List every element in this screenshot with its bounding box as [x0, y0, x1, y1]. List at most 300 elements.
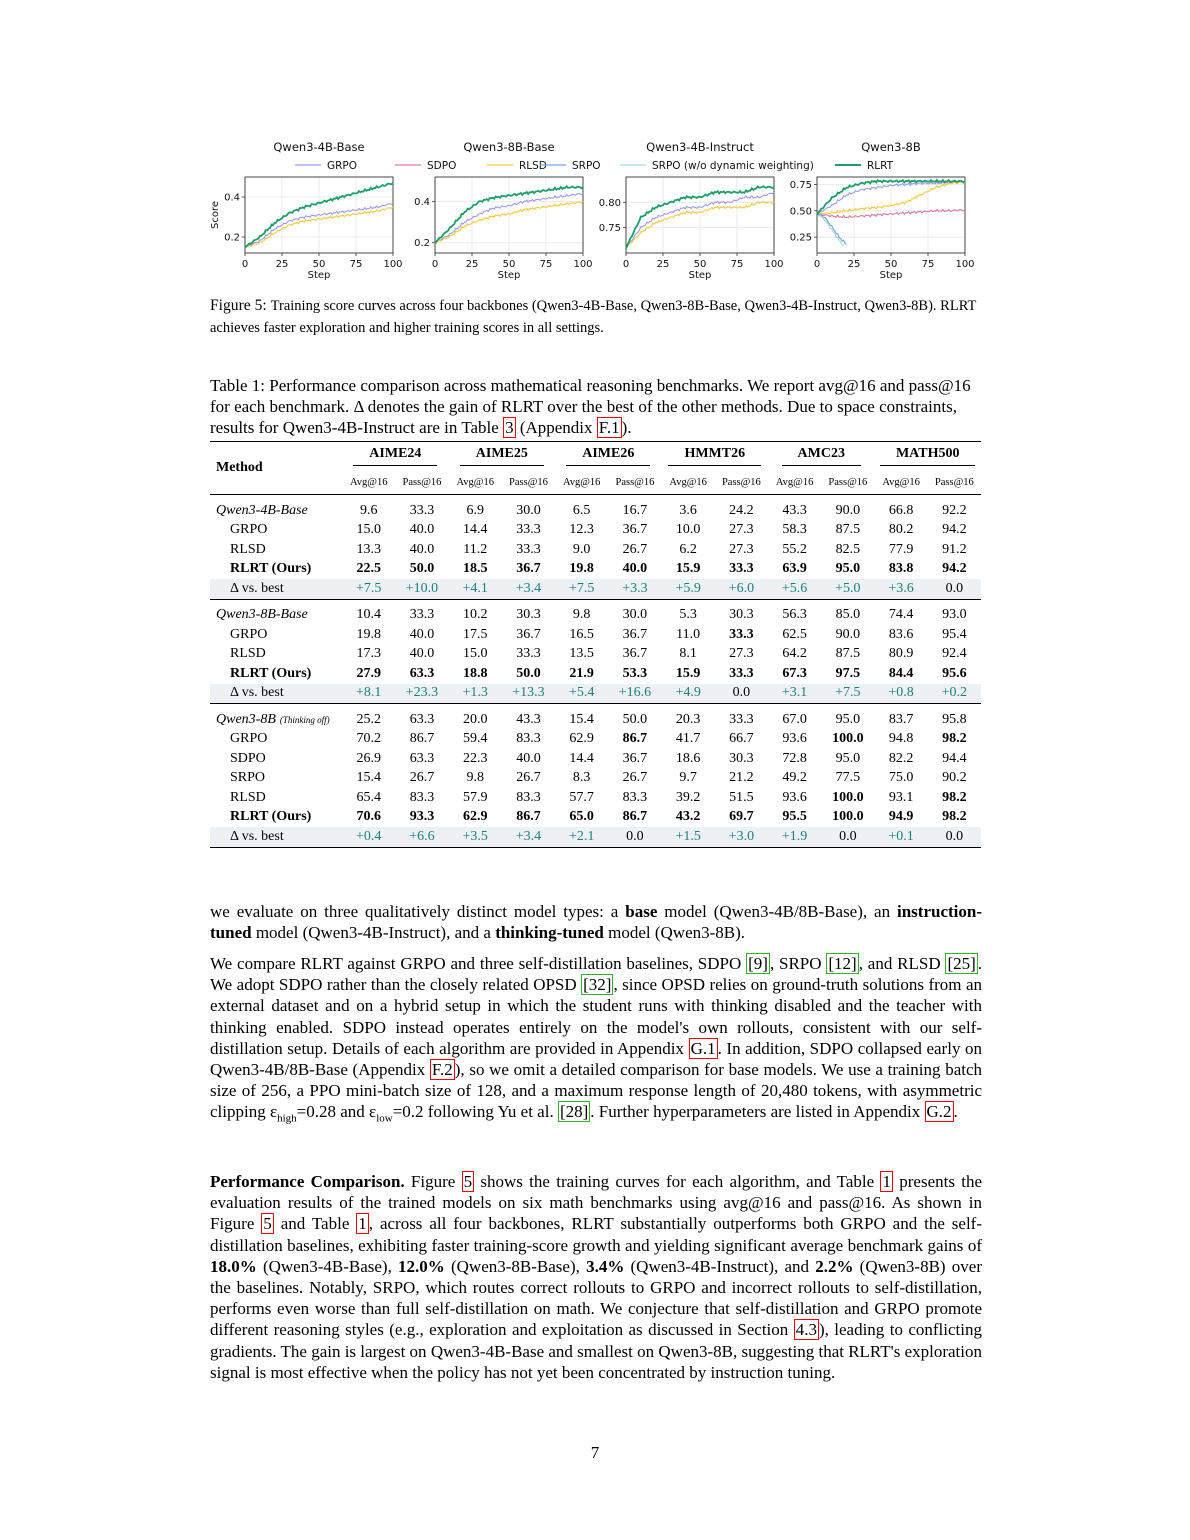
table-row — [210, 664, 981, 684]
value-cell: +4.9 — [662, 684, 715, 704]
value-cell: +16.6 — [608, 684, 661, 704]
x-tick-label: 75 — [349, 259, 363, 270]
value-cell: 87.5 — [835, 522, 861, 538]
y-tick-label: 0.80 — [598, 197, 621, 209]
avg-header: Avg@16 — [669, 476, 707, 488]
panel-title: Qwen3-4B-Instruct — [646, 140, 754, 154]
method-name: Qwen3-8B — [216, 711, 276, 727]
value-cell: +0.1 — [874, 827, 927, 847]
value-cell: 36.7 — [622, 646, 648, 662]
value-cell: +0.8 — [874, 684, 927, 704]
avg-header: Avg@16 — [775, 476, 814, 488]
value-cell: 36.7 — [622, 750, 648, 766]
citation-link[interactable]: [12] — [828, 954, 857, 973]
value-cell: +7.5 — [342, 579, 395, 599]
value-cell: 83.6 — [888, 626, 914, 642]
x-tick-label: 100 — [764, 259, 784, 270]
delta-row — [210, 579, 981, 599]
table-row — [210, 521, 981, 541]
value-cell: 0.0 — [608, 827, 661, 847]
appendix-ref-link[interactable]: G.1 — [690, 1038, 716, 1058]
x-tick-label: 75 — [730, 259, 744, 270]
pass-header: Pass@16 — [615, 476, 655, 488]
value-cell: 30.0 — [516, 502, 541, 518]
value-cell: 19.8 — [569, 561, 594, 577]
value-cell: 67.0 — [782, 711, 807, 727]
paragraph-heading: Performance Comparison. — [210, 1172, 405, 1191]
value-cell: 83.3 — [409, 789, 435, 805]
method-name: Qwen3-4B-Base — [216, 502, 308, 518]
table-row — [210, 749, 981, 769]
value-cell: 20.0 — [462, 711, 488, 727]
value-cell: 36.7 — [516, 626, 541, 642]
value-cell: +3.1 — [768, 684, 821, 704]
value-cell: +3.3 — [608, 579, 661, 599]
panel-title: Qwen3-8B-Base — [463, 140, 555, 154]
method-cell — [210, 540, 342, 560]
value-cell: 8.3 — [572, 770, 591, 786]
value-cell: 26.7 — [622, 541, 648, 557]
value-cell: 21.9 — [569, 665, 594, 681]
value-cell: +8.1 — [342, 684, 395, 704]
y-tick-label: 0.75 — [789, 179, 812, 191]
value-cell: 90.0 — [835, 626, 861, 642]
y-tick-label: 0.2 — [224, 232, 240, 244]
value-cell: 93.3 — [409, 809, 435, 825]
value-cell: 62.9 — [462, 809, 488, 825]
value-cell: +0.2 — [928, 684, 981, 704]
figure-ref-link[interactable]: 5 — [263, 1214, 272, 1234]
value-cell: 62.9 — [569, 731, 594, 747]
value-cell: 95.0 — [835, 561, 861, 577]
method-cell — [210, 749, 342, 769]
method-cell — [210, 684, 342, 704]
value-cell: 100.0 — [832, 809, 864, 825]
method-name: Δ vs. best — [230, 828, 284, 844]
value-cell: 93.0 — [942, 607, 967, 623]
section-ref-link[interactable]: 4.3 — [795, 1320, 817, 1340]
value-cell: +1.5 — [662, 827, 715, 847]
citation-link[interactable]: [25] — [947, 954, 976, 973]
text: we evaluate on three qualitatively distinct model types: a — [210, 902, 626, 921]
legend-label: SDPO — [427, 160, 457, 172]
value-cell: 33.3 — [409, 607, 435, 623]
value-cell: +5.9 — [662, 579, 715, 599]
value-cell: 9.8 — [572, 607, 591, 623]
text-bold: thinking-tuned — [495, 923, 604, 943]
value-cell: 27.9 — [356, 665, 381, 681]
x-tick-label: 0 — [622, 259, 630, 270]
value-cell: 10.4 — [356, 607, 381, 623]
body-paragraph-2 — [210, 953, 982, 1130]
text: ), leading to conflicting gradients. The gain is largest on Qwen3-4B-Base and smallest on Qwen3-8B, suggesting that RLRT's exploration signal is most effective when the policy has not yet been concentrated by instruction tuning. — [210, 1320, 982, 1382]
value-cell: 63.3 — [409, 750, 435, 766]
value-cell: 59.4 — [462, 731, 488, 747]
value-cell: 56.3 — [782, 607, 807, 623]
x-tick-label: 50 — [312, 259, 326, 270]
value-cell: +3.6 — [874, 579, 927, 599]
pass-header: Pass@16 — [934, 476, 974, 488]
method-cell — [210, 625, 342, 645]
value-cell: 3.6 — [679, 502, 697, 518]
delta-row — [210, 684, 981, 704]
benchmark-header: HMMT26 — [668, 446, 761, 466]
text: We compare RLRT against GRPO and three self-distillation baselines, SDPO — [210, 954, 747, 973]
value-cell: 11.2 — [463, 541, 488, 557]
text: (Qwen3-8B-Base), — [444, 1256, 587, 1276]
value-cell: 18.8 — [462, 665, 488, 681]
value-cell: 27.3 — [729, 646, 754, 662]
value-cell: 53.3 — [622, 665, 648, 681]
value-cell: 22.5 — [356, 561, 381, 577]
value-cell: 49.2 — [782, 770, 807, 786]
panel-title: Qwen3-4B-Base — [273, 140, 365, 154]
method-name: Δ vs. best — [230, 580, 284, 596]
value-cell: 83.8 — [888, 561, 914, 577]
text: presents the evaluation results of the trained models on six math benchmarks using avg@16 and pass@16. As shown in Figure — [210, 1172, 983, 1234]
method-cell — [210, 808, 342, 828]
value-cell: 33.3 — [729, 561, 754, 577]
text-bold: 18.0% — [210, 1256, 257, 1276]
value-cell: 14.4 — [569, 750, 594, 766]
value-cell: 25.2 — [356, 711, 381, 727]
text: ), so we omit a detailed comparison for base models. We use a training batch size of 256, a PPO mini-batch size of 128, and a maximum response length of 20,480 tokens, with asymmetric clipping ε — [210, 1060, 983, 1122]
x-tick-label: 25 — [847, 259, 861, 270]
text-bold: 2.2% — [815, 1256, 854, 1276]
value-cell: 94.2 — [942, 522, 967, 538]
benchmark-header: AIME26 — [566, 446, 650, 466]
training-curves-figure — [205, 136, 990, 286]
y-tick-label: 0.4 — [224, 192, 240, 204]
y-tick-label: 0.2 — [414, 238, 430, 250]
subscript: low — [376, 1112, 393, 1125]
citation-link[interactable]: [9] — [748, 954, 768, 973]
value-cell: 82.5 — [835, 541, 861, 557]
value-cell: 18.6 — [675, 750, 701, 766]
text: . Further hyperparameters are listed in Appendix — [590, 1102, 925, 1122]
value-cell: 33.3 — [729, 711, 754, 727]
text: . We adopt SDPO rather than the closely related OPSD — [210, 954, 983, 995]
value-cell: 10.2 — [462, 607, 488, 623]
x-axis-label: Step — [307, 270, 331, 281]
value-cell: 98.2 — [942, 731, 967, 747]
x-tick-label: 25 — [465, 259, 479, 270]
table-row — [210, 540, 981, 560]
value-cell: 63.3 — [409, 665, 435, 681]
value-cell: 43.2 — [675, 809, 701, 825]
y-tick-label: 0.25 — [789, 232, 812, 244]
table-ref-link[interactable]: 1 — [358, 1214, 367, 1234]
value-cell: +3.4 — [502, 827, 555, 847]
value-cell: 14.4 — [462, 522, 488, 538]
text: , and RLSD — [858, 954, 946, 973]
legend-label: GRPO — [327, 160, 358, 172]
value-cell: 6.5 — [572, 502, 591, 518]
x-tick-label: 0 — [813, 259, 821, 270]
value-cell: 30.0 — [622, 607, 648, 623]
x-axis-label: Step — [879, 270, 903, 281]
method-name: Qwen3-8B-Base — [216, 607, 308, 623]
value-cell: 15.0 — [356, 522, 381, 538]
value-cell: 95.6 — [942, 665, 967, 681]
value-cell: 40.0 — [409, 541, 435, 557]
benchmark-header: AIME25 — [460, 446, 544, 466]
value-cell: 22.3 — [462, 750, 488, 766]
text: , since OPSD relies on ground-truth solutions from an external dataset and on a hybrid setup in which the student runs with thinking disabled and the teacher with thinking enabled. SDPO instead operates entirely on the model's own rollouts, consistent with our self-distillation setup. Details of each algorithm are provided in Appendix — [210, 975, 982, 1058]
value-cell: 33.3 — [516, 541, 541, 557]
value-cell: 17.3 — [356, 646, 381, 662]
method-cell — [210, 521, 342, 541]
value-cell: 0.0 — [821, 827, 874, 847]
value-cell: 8.1 — [679, 646, 697, 662]
method-cell — [210, 645, 342, 665]
text: (Qwen3-4B-Instruct), and — [624, 1256, 816, 1276]
text: model (Qwen3-4B-Instruct), and a — [251, 923, 496, 943]
value-cell: 83.3 — [516, 789, 541, 805]
method-cell — [210, 769, 342, 789]
value-cell: 97.5 — [835, 665, 861, 681]
avg-header: Avg@16 — [562, 476, 601, 488]
benchmark-header: MATH500 — [880, 446, 976, 466]
x-tick-label: 50 — [502, 259, 516, 270]
value-cell: 15.9 — [675, 665, 701, 681]
x-tick-label: 25 — [275, 259, 289, 270]
value-cell: 50.0 — [622, 711, 648, 727]
value-cell: 30.3 — [729, 607, 754, 623]
table-row — [210, 645, 981, 665]
value-cell: +2.1 — [555, 827, 608, 847]
method-name: RLRT (Ours) — [230, 665, 312, 681]
benchmark-header: AIME24 — [353, 446, 437, 466]
x-tick-label: 50 — [693, 259, 707, 270]
method-cell — [210, 495, 342, 521]
value-cell: 36.7 — [516, 561, 541, 577]
value-cell: 64.2 — [782, 646, 807, 662]
value-cell: 63.3 — [409, 711, 435, 727]
value-cell: 94.8 — [888, 731, 914, 747]
x-tick-label: 75 — [921, 259, 935, 270]
figure-ref-link[interactable]: 5 — [463, 1172, 473, 1191]
value-cell: 41.7 — [675, 731, 701, 747]
method-header: Method — [216, 460, 263, 475]
value-cell: 63.9 — [782, 561, 807, 577]
value-cell: 33.3 — [409, 502, 435, 518]
x-axis-label: Step — [497, 270, 521, 281]
method-name: RLSD — [230, 541, 266, 557]
value-cell: 55.2 — [782, 541, 807, 557]
value-cell: 13.3 — [356, 541, 381, 557]
text: =0.28 and ε — [296, 1102, 377, 1122]
value-cell: 16.7 — [622, 502, 648, 518]
value-cell: 95.5 — [782, 809, 807, 825]
avg-header: Avg@16 — [882, 476, 920, 488]
method-name: GRPO — [230, 626, 268, 642]
table-row — [210, 808, 981, 828]
appendix-ref-link[interactable]: F.2 — [431, 1060, 453, 1080]
x-tick-label: 100 — [383, 259, 403, 270]
method-name: RLRT (Ours) — [230, 561, 312, 577]
value-cell: +3.4 — [502, 579, 555, 599]
x-tick-label: 0 — [241, 259, 249, 270]
value-cell: 95.4 — [942, 626, 967, 642]
method-name: SDPO — [230, 750, 266, 766]
x-tick-label: 25 — [656, 259, 670, 270]
method-cell — [210, 560, 342, 580]
value-cell: 94.4 — [942, 750, 967, 766]
value-cell: +7.5 — [555, 579, 608, 599]
method-cell — [210, 664, 342, 684]
value-cell: 51.5 — [729, 789, 754, 805]
figure-caption-label: Figure 5: — [210, 297, 267, 314]
value-cell: 6.9 — [466, 502, 484, 518]
value-cell: 58.3 — [782, 522, 807, 538]
method-cell — [210, 788, 342, 808]
value-cell: 36.7 — [622, 522, 648, 538]
figure-caption — [210, 295, 982, 339]
x-tick-label: 100 — [573, 259, 593, 270]
value-cell: 65.4 — [356, 789, 381, 805]
value-cell: 94.2 — [942, 561, 967, 577]
value-cell: 93.6 — [782, 789, 807, 805]
method-name: GRPO — [230, 731, 268, 747]
method-cell — [210, 599, 342, 625]
value-cell: +5.6 — [768, 579, 821, 599]
value-cell: 100.0 — [832, 731, 864, 747]
value-cell: 9.7 — [679, 770, 697, 786]
x-tick-label: 0 — [431, 259, 439, 270]
value-cell: 98.2 — [942, 809, 967, 825]
appendix-ref-link[interactable]: G.2 — [926, 1102, 952, 1122]
value-cell: 84.4 — [888, 665, 914, 681]
value-cell: +4.1 — [449, 579, 502, 599]
value-cell: 39.2 — [675, 789, 701, 805]
value-cell: 16.5 — [569, 626, 594, 642]
y-tick-label: 0.50 — [789, 206, 812, 218]
text-bold: base — [625, 902, 658, 921]
value-cell: 66.8 — [888, 502, 914, 518]
value-cell: +5.0 — [821, 579, 874, 599]
value-cell: 86.7 — [516, 809, 541, 825]
table-ref-link[interactable]: 3 — [505, 418, 514, 437]
pass-header: Pass@16 — [509, 476, 548, 488]
text: =0.2 following Yu et al. — [392, 1102, 558, 1122]
value-cell: 65.0 — [569, 809, 594, 825]
value-cell: 26.7 — [409, 770, 435, 786]
value-cell: 80.9 — [888, 646, 914, 662]
value-cell: 57.7 — [569, 789, 594, 805]
value-cell: +13.3 — [502, 684, 555, 704]
table-caption-text-2: (Appendix — [515, 418, 597, 437]
value-cell: 86.7 — [622, 809, 648, 825]
value-cell: 0.0 — [715, 684, 768, 704]
value-cell: 83.7 — [888, 711, 914, 727]
value-cell: 26.7 — [516, 770, 541, 786]
value-cell: +10.0 — [395, 579, 448, 599]
value-cell: +6.6 — [395, 827, 448, 847]
method-name: RLSD — [230, 646, 266, 662]
text: shows the training curves for each algorithm, and Table — [474, 1172, 881, 1191]
value-cell: +0.4 — [342, 827, 395, 847]
y-tick-label: 0.4 — [414, 197, 430, 209]
value-cell: +7.5 — [821, 684, 874, 704]
value-cell: 33.3 — [729, 665, 754, 681]
benchmark-header: AMC23 — [782, 446, 861, 466]
value-cell: 94.9 — [888, 809, 914, 825]
table-row — [210, 704, 981, 730]
text-bold: instruction-tuned — [210, 902, 982, 943]
value-cell: +3.0 — [715, 827, 768, 847]
value-cell: 95.0 — [835, 750, 861, 766]
value-cell: 15.9 — [675, 561, 701, 577]
method-cell — [210, 827, 342, 847]
text: and Table — [273, 1214, 357, 1234]
value-cell: 67.3 — [782, 665, 807, 681]
citation-link[interactable]: [32] — [583, 975, 612, 995]
value-cell: 12.3 — [569, 522, 594, 538]
value-cell: 33.3 — [516, 646, 541, 662]
table-ref-link[interactable]: 1 — [882, 1172, 891, 1191]
value-cell: 83.3 — [516, 731, 541, 747]
value-cell: 77.9 — [888, 541, 914, 557]
x-tick-label: 50 — [884, 259, 898, 270]
subscript: high — [277, 1112, 297, 1125]
y-axis-label: Score — [210, 200, 221, 230]
value-cell: 10.0 — [675, 522, 701, 538]
value-cell: 91.2 — [942, 541, 967, 557]
appendix-ref-link[interactable]: F.1 — [598, 418, 620, 437]
results-table — [210, 441, 981, 848]
value-cell: 27.3 — [729, 522, 754, 538]
method-name: Δ vs. best — [230, 685, 284, 701]
value-cell: 93.1 — [888, 789, 914, 805]
value-cell: 33.3 — [729, 626, 754, 642]
value-cell: 21.2 — [729, 770, 754, 786]
method-name: RLRT (Ours) — [230, 809, 312, 825]
text: , SRPO — [769, 954, 827, 973]
value-cell: 92.2 — [942, 502, 967, 518]
value-cell: 90.0 — [835, 502, 861, 518]
value-cell: 6.2 — [679, 541, 697, 557]
value-cell: 70.2 — [356, 731, 381, 747]
legend-label: RLRT — [867, 160, 894, 172]
text: model (Qwen3-4B/8B-Base), an — [657, 902, 897, 921]
method-name: RLSD — [230, 789, 266, 805]
value-cell: 30.3 — [516, 607, 541, 623]
value-cell: 66.7 — [729, 731, 754, 747]
value-cell: 62.5 — [782, 626, 807, 642]
value-cell: 70.6 — [356, 809, 381, 825]
value-cell: 93.6 — [782, 731, 807, 747]
value-cell: 36.7 — [622, 626, 648, 642]
x-tick-label: 100 — [955, 259, 975, 270]
table-row — [210, 730, 981, 750]
value-cell: 0.0 — [928, 827, 981, 847]
legend-label: RLSD — [519, 160, 547, 172]
citation-link[interactable]: [28] — [559, 1102, 589, 1122]
value-cell: 26.7 — [622, 770, 648, 786]
text: , across all four backbones, RLRT substantially outperforms both GRPO and the self-distillation baselines, exhibiting faster training-score growth and yielding significant average benchmark gains of — [210, 1214, 982, 1255]
value-cell: 86.7 — [409, 731, 435, 747]
panel-title: Qwen3-8B — [861, 140, 921, 154]
value-cell: 92.4 — [942, 646, 967, 662]
value-cell: 83.3 — [622, 789, 648, 805]
value-cell: 40.0 — [409, 646, 435, 662]
table-row — [210, 560, 981, 580]
method-cell — [210, 704, 342, 730]
pass-header: Pass@16 — [828, 476, 868, 488]
value-cell: 98.2 — [942, 789, 967, 805]
table-row — [210, 788, 981, 808]
